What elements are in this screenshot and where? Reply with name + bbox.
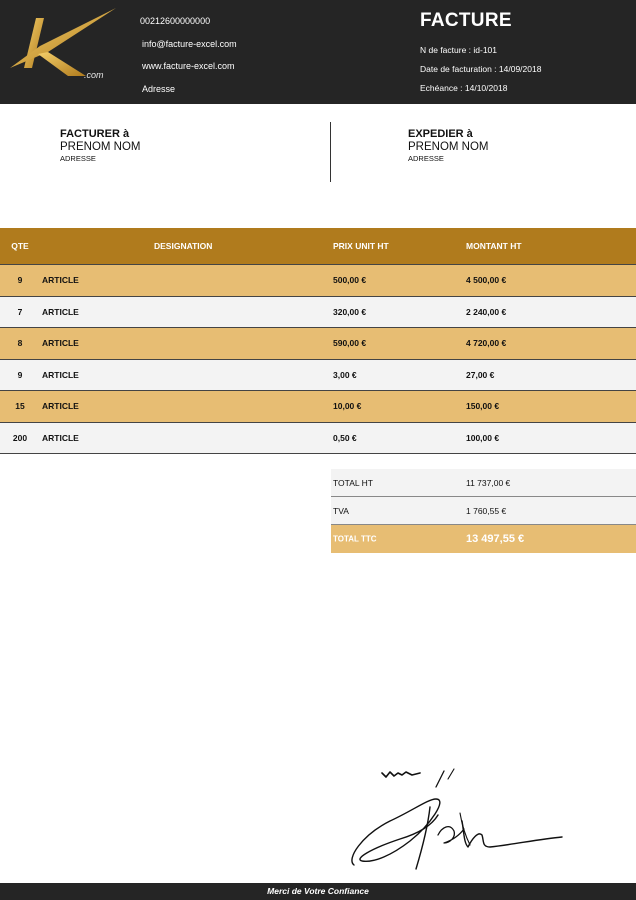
- row-amount: 4 720,00 €: [466, 338, 507, 349]
- logo-suffix: .com: [84, 70, 104, 80]
- row-unit-price: 3,00 €: [333, 369, 357, 380]
- signature-image: [340, 765, 580, 875]
- row-unit-price: 500,00 €: [333, 275, 367, 286]
- row-qte: 15: [15, 401, 25, 412]
- table-row: [0, 297, 636, 329]
- table-row: [0, 391, 636, 423]
- bill-to-block: [60, 128, 141, 163]
- total-ht-value: 11 737,00 €: [466, 477, 511, 488]
- invoice-meta: [420, 41, 541, 98]
- invoice-due-date: Echéance : 14/10/2018: [420, 83, 508, 93]
- row-qte: 8: [17, 338, 23, 349]
- party-divider: [330, 122, 331, 182]
- row-unit-price: 320,00 €: [333, 306, 367, 317]
- footer-thanks: Merci de Votre Confiance: [267, 886, 369, 896]
- bill-to-address: ADRESSE: [60, 154, 96, 163]
- row-unit-price: 0,50 €: [333, 432, 357, 443]
- items-table: [0, 228, 636, 454]
- tva-label: TVA: [333, 505, 349, 516]
- ship-to-title: EXPEDIER à: [408, 128, 473, 140]
- invoice-title: FACTURE: [420, 10, 512, 31]
- row-amount: 4 500,00 €: [466, 275, 507, 286]
- company-logo: [8, 6, 128, 86]
- total-ht-label: TOTAL HT: [333, 477, 373, 488]
- table-row: [0, 328, 636, 360]
- invoice-header: [0, 0, 636, 104]
- row-qte: 9: [17, 369, 23, 380]
- total-ttc-label: TOTAL TTC: [333, 534, 377, 544]
- company-contact: [140, 10, 237, 100]
- invoice-date: Date de facturation : 14/09/2018: [420, 64, 542, 74]
- bill-to-title: FACTURER à: [60, 128, 130, 140]
- header-qte: QTE: [11, 241, 29, 251]
- table-row: [0, 423, 636, 455]
- table-row: [0, 360, 636, 392]
- company-address: Adresse: [142, 83, 176, 94]
- ship-to-name: PRENOM NOM: [408, 141, 489, 153]
- totals-block: [331, 469, 636, 553]
- row-designation: ARTICLE: [42, 306, 79, 317]
- bill-to-name: PRENOM NOM: [60, 141, 141, 153]
- ship-to-address: ADRESSE: [408, 154, 444, 163]
- company-email: info@facture-excel.com: [142, 38, 237, 49]
- row-qte: 7: [17, 306, 23, 317]
- table-row: [0, 265, 636, 297]
- row-unit-price: 10,00 €: [333, 401, 362, 412]
- header-amount: MONTANT HT: [466, 241, 522, 251]
- total-ht-row: [331, 469, 636, 497]
- row-designation: ARTICLE: [42, 275, 79, 286]
- table-header: [0, 228, 636, 265]
- row-unit-price: 590,00 €: [333, 338, 367, 349]
- row-qte: 200: [12, 432, 28, 443]
- company-website: www.facture-excel.com: [142, 61, 235, 71]
- tva-row: [331, 497, 636, 525]
- row-amount: 2 240,00 €: [466, 306, 507, 317]
- row-designation: ARTICLE: [42, 369, 79, 380]
- header-designation: DESIGNATION: [154, 241, 213, 251]
- total-ttc-value: 13 497,55 €: [466, 533, 525, 545]
- footer-bar: [0, 883, 636, 900]
- invoice-number: N de facture : id-101: [420, 45, 498, 55]
- row-amount: 150,00 €: [466, 401, 500, 412]
- row-amount: 100,00 €: [466, 432, 500, 443]
- tva-value: 1 760,55 €: [466, 505, 507, 516]
- company-phone: 00212600000000: [140, 16, 211, 26]
- row-qte: 9: [17, 275, 23, 286]
- row-designation: ARTICLE: [42, 432, 79, 443]
- row-designation: ARTICLE: [42, 401, 79, 412]
- total-ttc-row: [331, 525, 636, 553]
- header-unit-price: PRIX UNIT HT: [333, 241, 389, 251]
- row-amount: 27,00 €: [466, 369, 495, 380]
- row-designation: ARTICLE: [42, 338, 79, 349]
- ship-to-block: [408, 128, 489, 163]
